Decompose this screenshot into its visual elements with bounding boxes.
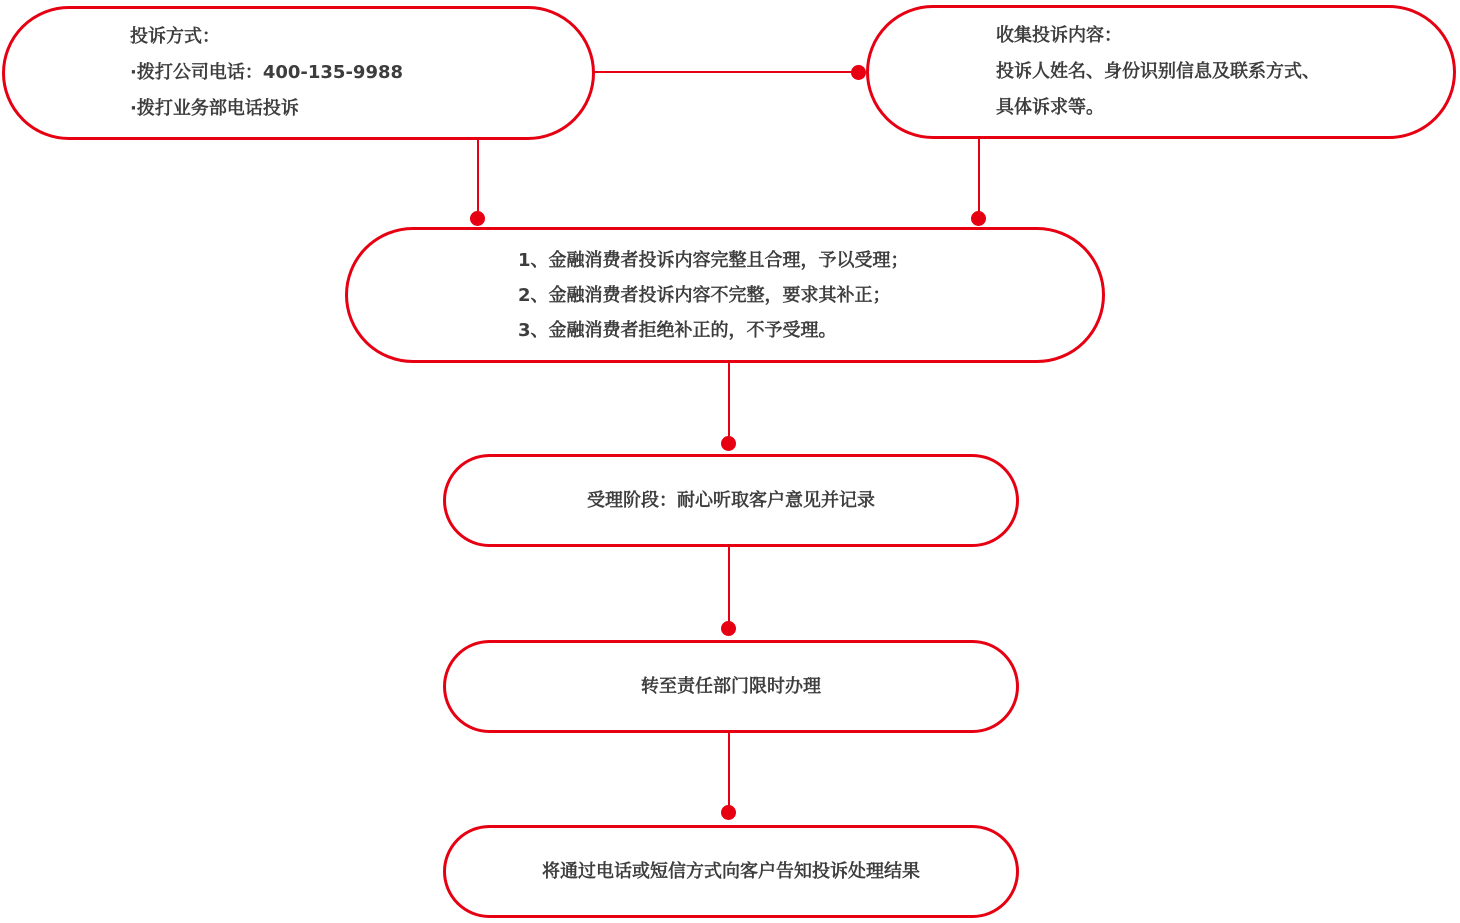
acceptance-stage-label: 受理阶段：耐心听取客户意见并记录 [587,489,875,511]
connector-dot [851,65,866,80]
connector-line-right [978,138,980,218]
node-screening-rules [345,227,1105,363]
node-collect-content [866,5,1456,139]
screening-rule-2: 2、金融消费者投诉内容不完整，要求其补正； [518,284,891,306]
collect-content-detail-1: 投诉人姓名、身份识别信息及联系方式、 [996,61,1320,82]
connector-dot [971,211,986,226]
connector-line-left [477,139,479,218]
connector-dot [721,436,736,451]
collect-content-title: 收集投诉内容： [996,25,1122,46]
transfer-department-label: 转至责任部门限时办理 [641,675,821,697]
node-acceptance-stage [443,454,1019,547]
screening-rule-3: 3、金融消费者拒绝补正的，不予受理。 [518,319,837,341]
notify-result-label: 将通过电话或短信方式向客户告知投诉处理结果 [542,860,920,882]
connector-line-to-transfer [728,546,730,628]
collect-content-detail-2: 具体诉求等。 [996,97,1104,118]
screening-rule-1: 1、金融消费者投诉内容完整且合理，予以受理； [518,249,909,271]
complaint-methods-phone: ·拨打公司电话：400-135-9988 [130,62,404,83]
complaint-methods-dept-phone: ·拨打业务部电话投诉 [130,98,299,119]
connector-dot [721,805,736,820]
connector-dot [721,621,736,636]
connector-dot [470,211,485,226]
node-complaint-methods [2,6,595,140]
connector-line-to-acceptance [728,362,730,443]
node-notify-result [443,825,1019,918]
connector-line-to-notify [728,732,730,813]
complaint-methods-title: 投诉方式： [130,26,220,47]
connector-line-between-top-nodes [593,71,859,73]
node-transfer-department [443,640,1019,733]
